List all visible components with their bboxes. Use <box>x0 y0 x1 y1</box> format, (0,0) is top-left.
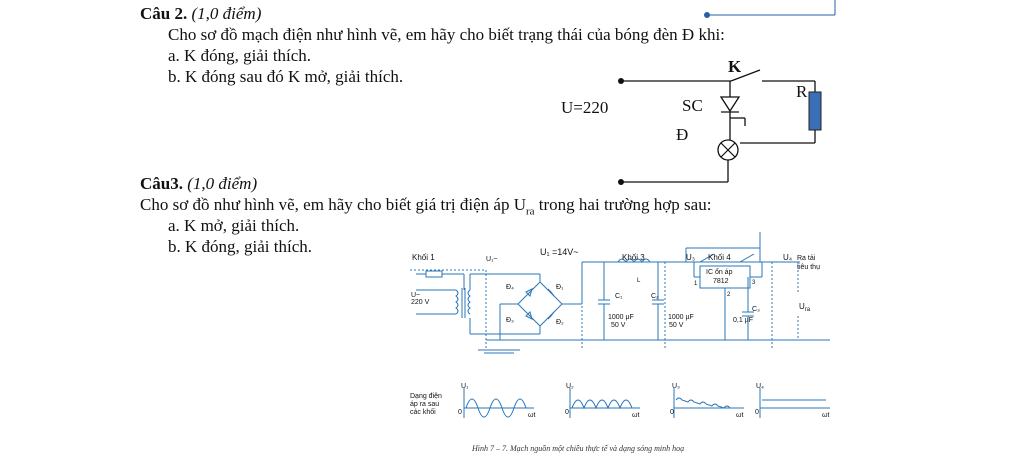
fig-wave-u1: U₁ <box>461 383 469 390</box>
fig-pin1: 1 <box>694 281 698 287</box>
resistor-label: R <box>796 82 808 101</box>
q3-points: (1,0 điểm) <box>187 174 258 193</box>
fig-u1-label: U₁~ <box>486 256 498 263</box>
fig-origin-3: 0 <box>670 409 674 416</box>
fig-caption: Hình 7 – 7. Mạch nguồn một chiều thực tế và dạng sóng minh hoạ <box>472 444 685 453</box>
fig-wave-u4: U₄ <box>756 383 764 390</box>
figure-label: ra <box>804 307 811 313</box>
q3-item-a: a. K mở, giải thích. <box>168 216 300 235</box>
fig-c1-val1: 1000 µF <box>608 314 634 321</box>
fig-c2: C₂ <box>651 293 659 300</box>
q2-item-a: a. K đóng, giải thích. <box>168 46 312 65</box>
fig-input-u: U~ <box>411 292 421 299</box>
fig-block3: Khối 3 <box>622 253 645 262</box>
lamp-label: Đ <box>676 125 689 144</box>
fig-origin-1: 0 <box>458 409 462 416</box>
q2-title: Câu 2. <box>140 4 188 23</box>
q3-prompt-post: trong hai trường hợp sau: <box>534 195 712 214</box>
fig-wt-3: ωt <box>736 412 744 419</box>
fig-ic2: 7812 <box>713 278 729 285</box>
q3-title: Câu3. <box>140 174 183 193</box>
fig-wt-1: ωt <box>528 412 536 419</box>
fig-wave-u2: U₂ <box>566 383 574 390</box>
fig-u3: U₃ <box>686 253 696 262</box>
fig-pin2: 2 <box>727 292 731 298</box>
fig-wave-caption-2: áp ra sau <box>410 401 440 408</box>
q2-prompt: Cho sơ đồ mạch điện như hình vẽ, em hãy cho biết trạng thái của bóng đèn Đ khi: <box>168 25 725 44</box>
fig-u4: U₄ <box>783 253 793 262</box>
fig-block4: Khối 4 <box>708 253 731 262</box>
fig-c3: C₃ <box>752 306 760 313</box>
fig-load2: tiêu thụ <box>797 264 820 271</box>
fig-wave-u3: U₃ <box>672 383 680 390</box>
fig-d2: Đ₂ <box>556 319 564 326</box>
fig-u1-value: U₁ =14V~ <box>540 247 579 257</box>
fig-c2-val1: 1000 µF <box>668 314 694 321</box>
fig-ura <box>799 302 811 313</box>
sc-label: SC <box>682 96 703 115</box>
fig-block1: Khối 1 <box>412 253 435 262</box>
fig-pin3: 3 <box>752 280 756 286</box>
fig-origin-4: 0 <box>755 409 759 416</box>
fig-c2-val2: 50 V <box>669 322 684 329</box>
q2-points: (1,0 điểm) <box>191 4 262 23</box>
q3-item-b: b. K đóng, giải thích. <box>168 237 313 256</box>
fig-wave-caption-1: Dạng điện <box>410 393 442 400</box>
fig-d4: Đ₄ <box>506 284 514 291</box>
figure-label: U <box>799 302 805 311</box>
fig-c3-val: 0,1 µF <box>733 317 753 324</box>
fig-wave-caption-3: các khối <box>410 409 436 416</box>
fig-load: Ra tải <box>797 255 816 262</box>
fig-c1: C₁ <box>615 293 623 300</box>
switch-label: K <box>728 57 742 76</box>
fig-d3: Đ₃ <box>506 317 514 324</box>
fig-wt-4: ωt <box>822 412 830 419</box>
q2-item-b: b. K đóng sau đó K mở, giải thích. <box>168 67 404 86</box>
fig-wt-2: ωt <box>632 412 640 419</box>
fig-d1: Đ₁ <box>556 284 564 291</box>
fig-origin-2: 0 <box>565 409 569 416</box>
fig-l: L <box>637 278 641 284</box>
q3-prompt-pre: Cho sơ đồ như hình vẽ, em hãy cho biết giá trị điện áp U <box>140 195 526 214</box>
fig-input-v: 220 V <box>411 299 430 306</box>
q3-prompt-sub: ra <box>526 205 535 218</box>
fig-ic1: IC ổn áp <box>706 269 733 276</box>
source-label: U=220 <box>561 98 609 117</box>
fig-c1-val2: 50 V <box>611 322 626 329</box>
